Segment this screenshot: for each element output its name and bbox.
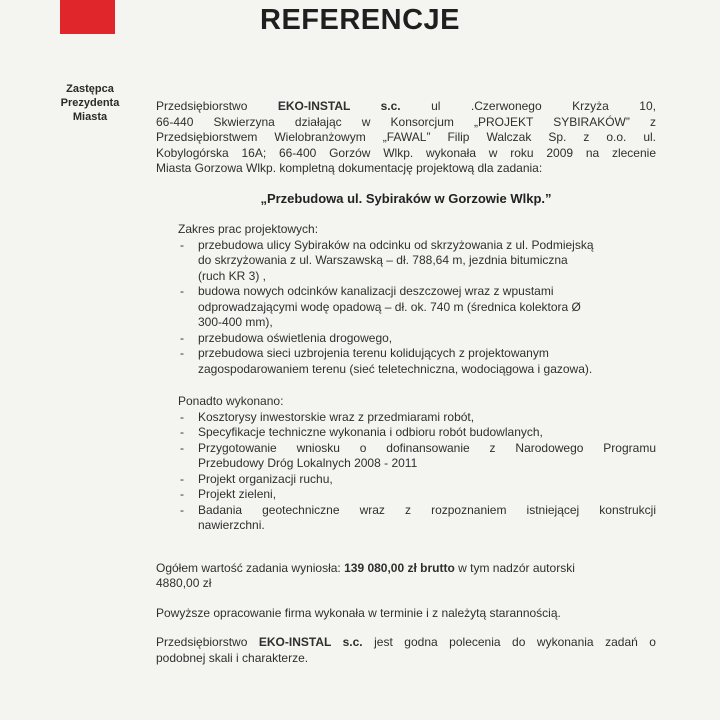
scope-section xyxy=(178,222,656,377)
cost-line: Ogółem wartość zadania wyniosła: 139 080,00 zł brutto w tym nadzór autorski xyxy=(156,560,575,575)
list-item: - Projekt organizacji ruchu, xyxy=(180,471,333,486)
scope-list xyxy=(178,238,656,378)
page-title: REFERENCJE xyxy=(260,4,460,36)
list-item: - przebudowa oświetlenia drogowego, xyxy=(180,330,393,345)
cost-paragraph xyxy=(156,561,656,592)
intro-line: Kobylogórska 16A; 66-400 Gorzów Wlkp. wykonała w roku 2009 na zlecenie xyxy=(156,145,656,160)
additional-heading: Ponadto wykonano: xyxy=(178,394,284,408)
list-item: - przebudowa ulicy Sybiraków na odcinku od skrzyżowania z ul. Podmiejską do skrzyżowania z ul. Warszawską – dł. 788,64 m, jezdnia bitumiczna (ruch KR 3) , xyxy=(180,237,594,283)
additional-section xyxy=(178,394,656,534)
signatory-line: Prezydenta xyxy=(60,97,120,109)
intro-line: Przedsiębiorstwem Wielobranżowym „FAWAL” Filip Walczak Sp. z o.o. ul. xyxy=(156,130,656,144)
dash-bullet-icon: - xyxy=(180,440,184,455)
cost-line: 4880,00 zł xyxy=(156,576,212,590)
list-item: - Specyfikacje techniczne wykonania i odbioru robót budowlanych, xyxy=(180,425,543,439)
scope-heading: Zakres prac projektowych: xyxy=(178,222,319,236)
list-item: - Przygotowanie wniosku o dofinansowanie z Narodowego Programu Przebudowy Dróg Lokalnych 2008 - 2011 xyxy=(180,440,656,470)
dash-bullet-icon: - xyxy=(180,471,184,486)
list-item: - Kosztorysy inwestorskie wraz z przedmiarami robót, xyxy=(180,409,475,424)
recommendation-paragraph xyxy=(156,635,656,666)
dash-bullet-icon: - xyxy=(180,409,184,424)
company-name: EKO-INSTAL s.c. xyxy=(277,99,401,113)
intro-paragraph xyxy=(156,99,656,177)
list-item: - Projekt zieleni, xyxy=(180,487,277,501)
signatory-line: Zastępca xyxy=(66,83,114,95)
intro-line: Przedsiębiorstwo EKO-INSTAL s.c. ul .Czerwonego Krzyża 10, xyxy=(156,99,656,113)
recommendation-line: podobnej skali i charakterze. xyxy=(156,650,309,665)
list-item: - przebudowa sieci uzbrojenia terenu kolidujących z projektowanym zagospodarowaniem terenu (sieć teletechniczna, wodociągowa i gazowa). xyxy=(180,346,593,376)
dash-bullet-icon: - xyxy=(180,425,184,439)
cost-amount: 139 080,00 zł brutto xyxy=(344,560,455,575)
letter-body xyxy=(156,99,656,666)
dash-bullet-icon: - xyxy=(180,237,184,252)
statement-paragraph: Powyższe opracowanie firma wykonała w terminie i z należytą starannością. xyxy=(156,605,561,620)
intro-line: 66-440 Skwierzyna działając w Konsorcjum „PROJEKT SYBIRAKÓW” z xyxy=(156,114,656,129)
list-item: - budowa nowych odcinków kanalizacji deszczowej wraz z wpustami odprowadzającymi wodę opadową – dł. ok. 740 m (średnica kolektora Ø 300-400 mm), xyxy=(180,284,581,329)
intro-line: Miasta Gorzowa Wlkp. kompletną dokumentację projektową dla zadania: xyxy=(156,161,543,175)
list-item: - Badania geotechniczne wraz z rozpoznaniem istniejącej konstrukcji nawierzchni. xyxy=(180,502,656,532)
dash-bullet-icon: - xyxy=(180,346,184,360)
dash-bullet-icon: - xyxy=(180,284,184,298)
company-name: EKO-INSTAL s.c. xyxy=(258,635,363,649)
signatory-line: Miasta xyxy=(72,111,108,123)
dash-bullet-icon: - xyxy=(180,502,184,517)
project-title: „Przebudowa ul. Sybiraków w Gorzowie Wlkp.” xyxy=(260,190,552,206)
dash-bullet-icon: - xyxy=(180,330,184,345)
recommendation-line: Przedsiębiorstwo EKO-INSTAL s.c. jest godna polecenia do wykonania zadań o xyxy=(156,635,656,649)
signatory-title xyxy=(40,82,140,124)
additional-list xyxy=(178,410,656,534)
dash-bullet-icon: - xyxy=(180,487,184,501)
